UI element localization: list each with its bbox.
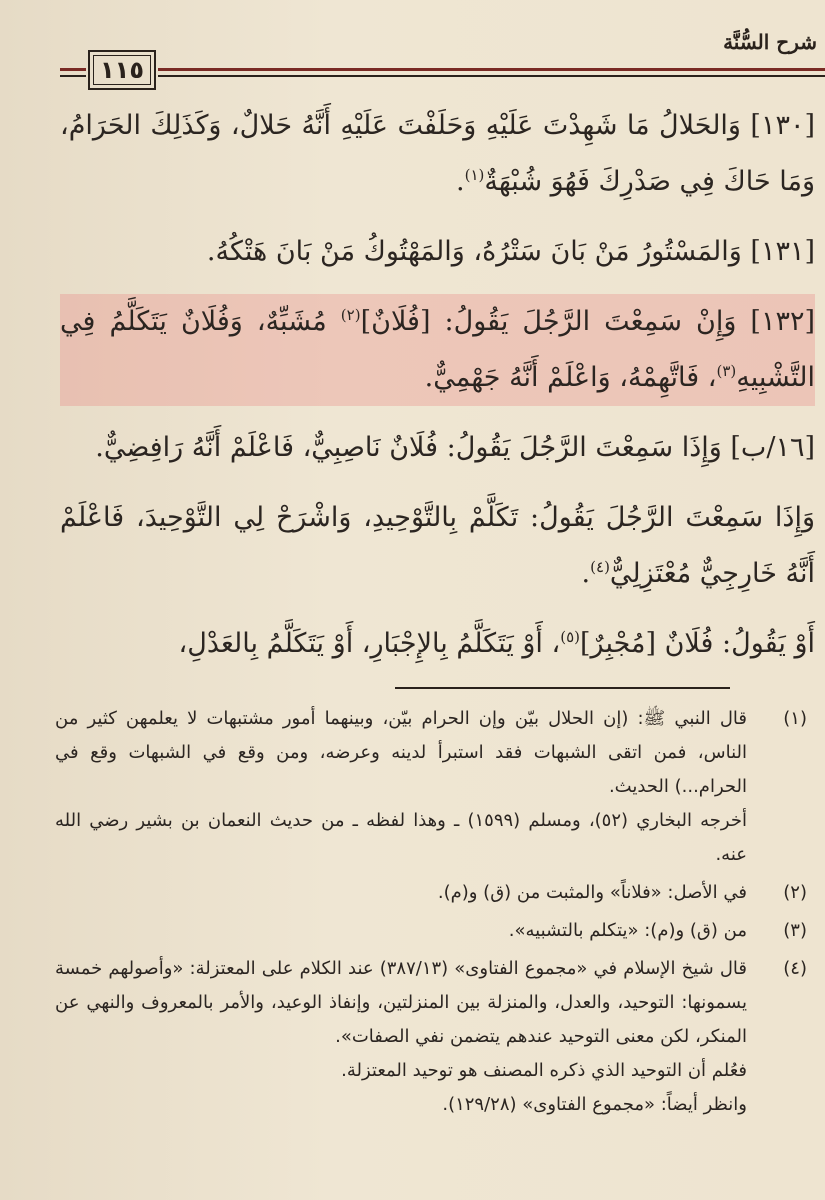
paragraph-130 — [60, 98, 815, 210]
paragraph-tail: ، فَاتَّهِمْهُ، وَاعْلَمْ أَنَّهُ جَهْمِيٌّ. — [424, 362, 717, 393]
paragraph-tail: . — [456, 166, 465, 197]
page-number-box — [88, 50, 156, 90]
header-rule-red — [158, 68, 825, 71]
footnote-line: من (ق) و(م): «يتكلم بالتشبيه». — [508, 920, 747, 941]
paragraph-tawhid — [60, 490, 815, 602]
paragraph-text: [١٣٢] وَإِنْ سَمِعْتَ الرَّجُلَ يَقُولُ: [فُلَانٌ] — [360, 306, 815, 337]
footnote-3 — [55, 914, 815, 948]
paragraph-131 — [60, 224, 815, 280]
header-rule-left-red — [60, 68, 86, 71]
paragraph-text: [١٣١] وَالمَسْتُورُ مَنْ بَانَ سَتْرُهُ، وَالمَهْتُوكُ مَنْ بَانَ هَتْكُهُ. — [206, 236, 815, 267]
footnote-ref: (٤) — [590, 558, 610, 576]
footnote-ref: (٢) — [340, 306, 361, 324]
footnote-separator — [395, 687, 730, 689]
paragraph-tail: . — [581, 558, 591, 589]
header-rule-black — [158, 75, 825, 77]
footnote-ref: (٣) — [716, 362, 737, 380]
page-number: ١١٥ — [100, 56, 144, 84]
footnote-number: (٤) — [783, 958, 807, 979]
footnote-4 — [55, 952, 815, 1122]
footnote-number: (٣) — [783, 920, 807, 941]
running-title: شرح السُّنَّة — [723, 30, 817, 54]
paragraph-mujbir — [60, 616, 815, 672]
paragraph-text: [١٦/ب] وَإِذَا سَمِعْتَ الرَّجُلَ يَقُولُ: فُلَانٌ نَاصِبِيٌّ، فَاعْلَمْ أَنَّهُ رَافِضِيٌّ. — [95, 432, 815, 463]
paragraph-text: أَوْ يَقُولُ: فُلَانٌ [مُجْبِرٌ] — [580, 628, 815, 659]
paragraph-text: [١٣٠] وَالحَلالُ مَا شَهِدْتَ عَلَيْهِ وَحَلَفْتَ عَلَيْهِ أَنَّهُ حَلالٌ، وَكَذَلِكَ الحَرَامُ، وَمَا حَاكَ فِي صَدْرِكَ فَهُوَ شُبْهَةٌ — [60, 110, 815, 197]
footnote-ref: (٥) — [560, 628, 581, 646]
footnote-number: (٢) — [783, 882, 807, 903]
footnote-line: في الأصل: «فلاناً» والمثبت من (ق) و(م). — [437, 882, 747, 903]
footnote-2 — [55, 876, 815, 910]
footnote-line: وانظر أيضاً: «مجموع الفتاوى» (١٢٩/٢٨). — [442, 1094, 747, 1115]
paragraph-132-highlighted — [60, 294, 815, 406]
paragraph-16b — [60, 420, 815, 476]
paragraph-tail: مُشَبِّهٌ، وَفُلَانٌ يَتَكَلَّمُ فِي التَّشْبِيهِ — [60, 306, 815, 393]
footnote-1 — [55, 702, 815, 872]
footnotes — [55, 702, 815, 1126]
header-rule-left-black — [60, 75, 86, 77]
page-header — [60, 28, 825, 98]
footnote-line: قال شيخ الإسلام في «مجموع الفتاوى» (٣٨٧/١٣) عند الكلام على المعتزلة: «وأصولهم خمسة يسمونها: التوحيد، والعدل، والمنزلة بين المنزلتين، وإنفاذ الوعيد، والأمر بالمعروف والنهي عن المنكر، لكن معنى التوحيد عندهم يتضمن نفي الصفات». — [55, 958, 747, 1047]
footnote-line: فعُلم أن التوحيد الذي ذكره المصنف هو توحيد المعتزلة. — [341, 1060, 747, 1081]
footnote-number: (١) — [783, 708, 807, 729]
footnote-line: قال النبي ﷺ: (إن الحلال بيّن وإن الحرام بيّن، وبينهما أمور مشتبهات لا يعلمهن كثير من الناس، فمن اتقى الشبهات فقد استبرأ لدينه وعرضه، ومن وقع في الشبهات وقع في الحرام...) الحديث. — [55, 708, 747, 797]
footnote-line: أخرجه البخاري (٥٢)، ومسلم (١٥٩٩) ـ وهذا لفظه ـ من حديث النعمان بن بشير رضي الله عنه. — [55, 810, 747, 865]
footnote-ref: (١) — [464, 166, 485, 184]
paragraph-tail: ، أَوْ يَتَكَلَّمُ بِالإِجْبَارِ، أَوْ يَتَكَلَّمُ بِالعَدْلِ، — [178, 628, 561, 659]
paragraph-text: وَإِذَا سَمِعْتَ الرَّجُلَ يَقُولُ: تَكَلَّمْ بِالتَّوْحِيدِ، وَاشْرَحْ لِي التَّوْحِيدَ، فَاعْلَمْ أَنَّهُ خَارِجِيٌّ مُعْتَزِلِيٌّ — [60, 502, 815, 589]
main-text — [60, 98, 815, 686]
